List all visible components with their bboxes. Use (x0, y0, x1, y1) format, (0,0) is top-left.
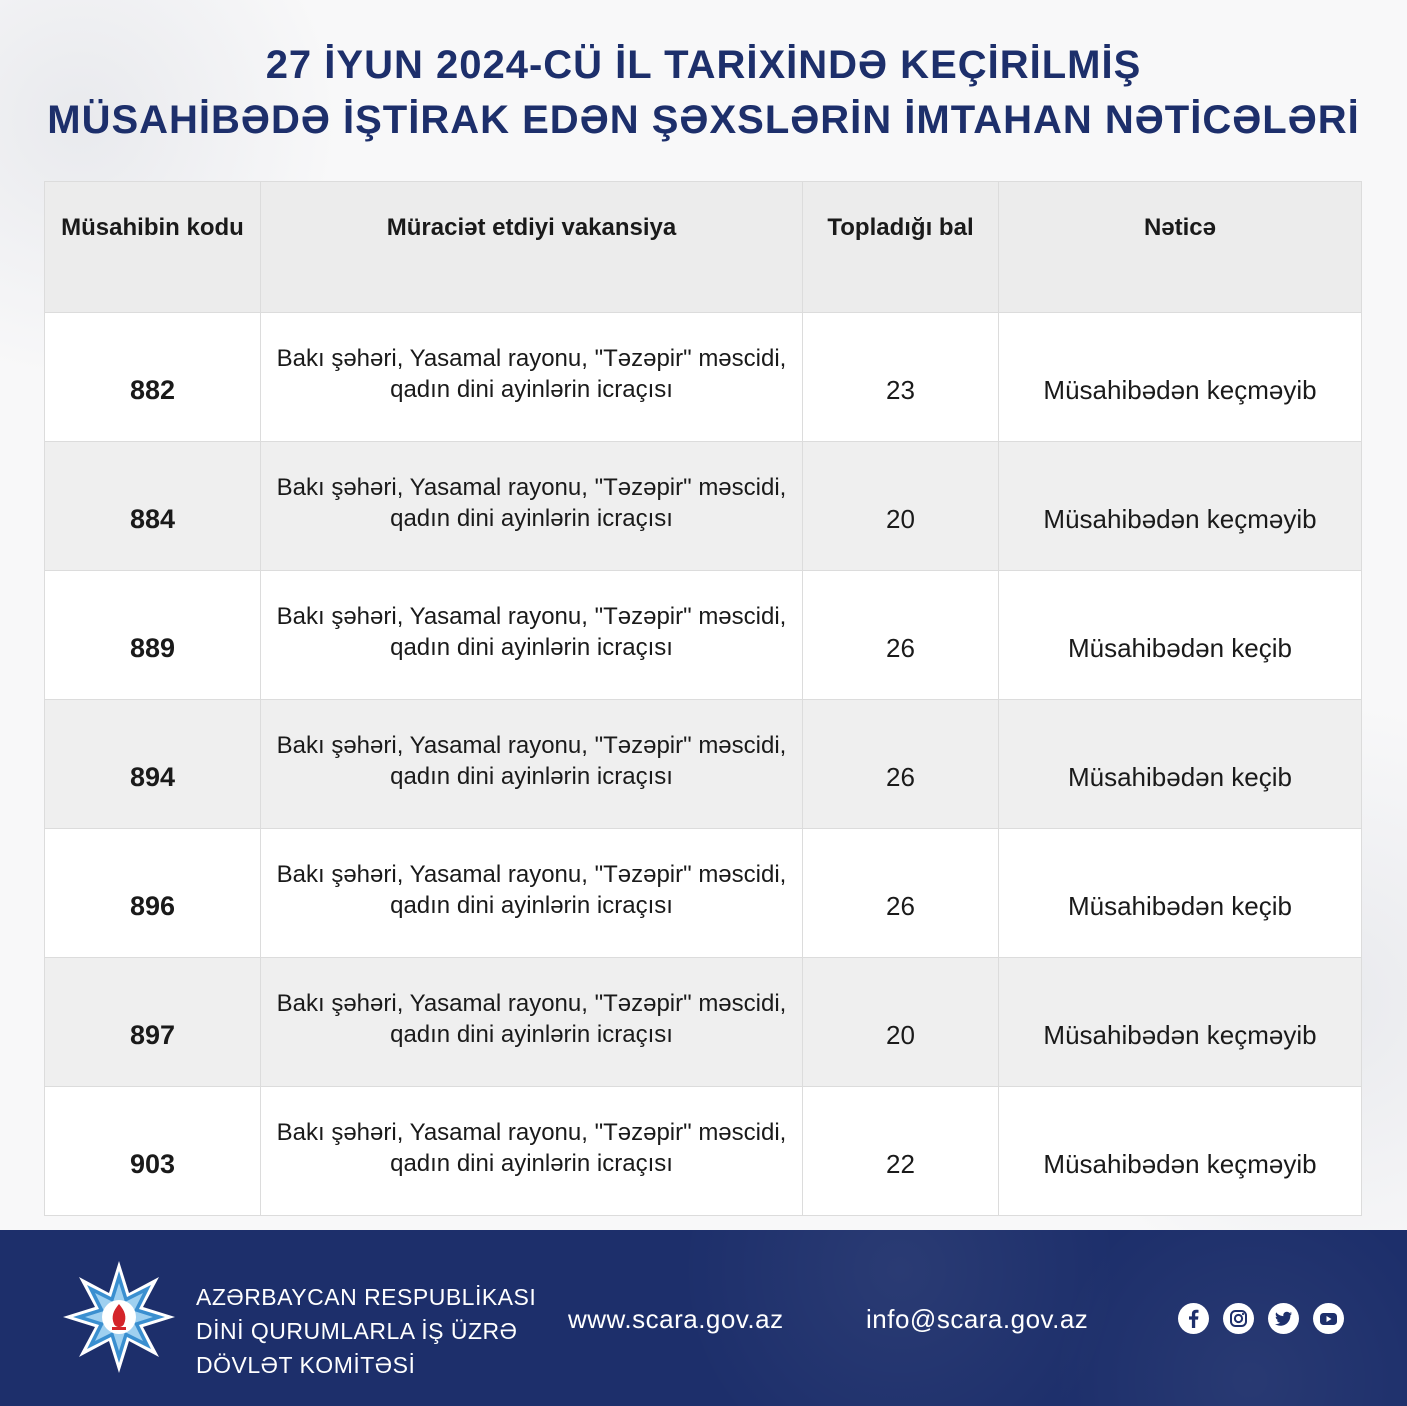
twitter-icon[interactable] (1268, 1303, 1299, 1334)
facebook-icon[interactable] (1178, 1303, 1209, 1334)
header-score: Topladığı bal (802, 182, 998, 312)
header-result: Nəticə (998, 182, 1362, 312)
org-line-1: AZƏRBAYCAN RESPUBLİKASI (196, 1284, 537, 1310)
org-line-2: DİNİ QURUMLARLA İŞ ÜZRƏ (196, 1318, 518, 1344)
cell-code: 884 (44, 442, 260, 570)
cell-result: Müsahibədən keçməyib (998, 313, 1362, 441)
cell-score: 26 (802, 829, 998, 957)
social-links (1178, 1303, 1344, 1334)
email-link[interactable]: info@scara.gov.az (866, 1304, 1089, 1334)
vacancy-line-1: Bakı şəhəri, Yasamal rayonu, "Təzəpir" məscidi, (276, 732, 787, 759)
cell-vacancy (260, 313, 802, 441)
cell-result: Müsahibədən keçib (998, 571, 1362, 699)
table-row (44, 700, 1362, 829)
cell-score: 26 (802, 700, 998, 828)
cell-score: 26 (802, 571, 998, 699)
table-row (44, 958, 1362, 1087)
vacancy-line-2: qadın dini ayinlərin icraçısı (390, 505, 673, 532)
cell-code: 882 (44, 313, 260, 441)
vacancy-line-1: Bakı şəhəri, Yasamal rayonu, "Təzəpir" məscidi, (276, 861, 787, 888)
cell-code: 896 (44, 829, 260, 957)
committee-logo (62, 1260, 176, 1374)
cell-vacancy (260, 700, 802, 828)
table-row (44, 313, 1362, 442)
youtube-icon[interactable] (1313, 1303, 1344, 1334)
vacancy-line-1: Bakı şəhəri, Yasamal rayonu, "Təzəpir" məscidi, (276, 990, 787, 1017)
vacancy-line-2: qadın dini ayinlərin icraçısı (390, 1150, 673, 1177)
cell-code: 894 (44, 700, 260, 828)
cell-code: 903 (44, 1087, 260, 1215)
title-line-1: 27 İYUN 2024-CÜ İL TARİXİNDƏ KEÇİRİLMİŞ (265, 43, 1142, 87)
table-row (44, 571, 1362, 700)
cell-vacancy (260, 1087, 802, 1215)
cell-vacancy (260, 442, 802, 570)
cell-score: 20 (802, 442, 998, 570)
vacancy-line-1: Bakı şəhəri, Yasamal rayonu, "Təzəpir" məscidi, (276, 603, 787, 630)
vacancy-line-2: qadın dini ayinlərin icraçısı (390, 1021, 673, 1048)
title-line-2: MÜSAHİBƏDƏ İŞTİRAK EDƏN ŞƏXSLƏRİN İMTAHAN NƏTİCƏLƏRİ (47, 98, 1360, 142)
cell-result: Müsahibədən keçməyib (998, 1087, 1362, 1215)
table-row (44, 1087, 1362, 1216)
vacancy-line-1: Bakı şəhəri, Yasamal rayonu, "Təzəpir" məscidi, (276, 345, 787, 372)
page-title (0, 38, 1407, 148)
cell-code: 897 (44, 958, 260, 1086)
cell-code: 889 (44, 571, 260, 699)
cell-score: 20 (802, 958, 998, 1086)
cell-vacancy (260, 958, 802, 1086)
cell-result: Müsahibədən keçib (998, 829, 1362, 957)
cell-vacancy (260, 829, 802, 957)
vacancy-line-1: Bakı şəhəri, Yasamal rayonu, "Təzəpir" məscidi, (276, 1119, 787, 1146)
header-vacancy: Müraciət etdiyi vakansiya (260, 182, 802, 312)
vacancy-line-2: qadın dini ayinlərin icraçısı (390, 376, 673, 403)
cell-vacancy (260, 571, 802, 699)
org-line-3: DÖVLƏT KOMİTƏSİ (196, 1352, 416, 1378)
vacancy-line-2: qadın dini ayinlərin icraçısı (390, 892, 673, 919)
vacancy-line-2: qadın dini ayinlərin icraçısı (390, 634, 673, 661)
table-row (44, 442, 1362, 571)
footer (0, 1230, 1407, 1406)
cell-result: Müsahibədən keçib (998, 700, 1362, 828)
cell-score: 22 (802, 1087, 998, 1215)
vacancy-line-1: Bakı şəhəri, Yasamal rayonu, "Təzəpir" məscidi, (276, 474, 787, 501)
vacancy-line-2: qadın dini ayinlərin icraçısı (390, 763, 673, 790)
organization-name (196, 1280, 536, 1382)
header-code: Müsahibin kodu (44, 182, 260, 312)
website-link[interactable]: www.scara.gov.az (568, 1304, 784, 1334)
cell-result: Müsahibədən keçməyib (998, 958, 1362, 1086)
cell-score: 23 (802, 313, 998, 441)
instagram-icon[interactable] (1223, 1303, 1254, 1334)
cell-result: Müsahibədən keçməyib (998, 442, 1362, 570)
results-table (44, 181, 1362, 1216)
table-header-row (44, 182, 1362, 313)
table-row (44, 829, 1362, 958)
